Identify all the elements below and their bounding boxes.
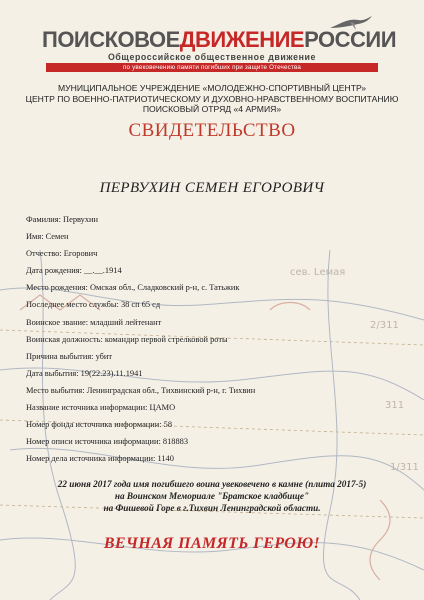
field-birth-place: Место рождения: Омская обл., Сладковский р-н, с. Татьжик [26,283,240,293]
field-source-name: Название источника информации: ЦАМО [26,403,176,413]
document-title: СВИДЕТЕЛЬСТВО [128,120,296,141]
logo-title-part1: ПОИСКОВОЕ [42,27,180,52]
svg-text:1/311: 1/311 [390,462,419,473]
field-first-name: Имя: Семен [26,232,69,242]
logo-title-part3: РОССИИ [304,27,397,52]
field-position: Воинская должность: командир первой стрелковой роты [26,334,228,344]
field-fond-number: Номер фонда источника информации: 58 [26,420,173,430]
logo-title [42,27,397,52]
field-birth-date: Дата рождения: __.__.1914 [26,266,122,276]
logo-tagline: по увековечению памяти погибших при защите Отечества [46,63,378,72]
logo-title-part2: ДВИЖЕНИЕ [179,27,305,52]
memorial-line-1: 22 июня 2017 года имя погибшего воина увековечено в камне (плита 2017-5) [57,479,367,489]
field-death-date: Дата выбытия: 19(22.23).11.1941 [26,368,143,378]
svg-text:2/311: 2/311 [370,320,399,331]
logo-subtitle: Общероссийское общественное движение [107,52,317,62]
field-last-service: Последнее место службы: 38 сп 65 сд [26,300,161,310]
memorial-statement [20,479,404,514]
field-patronymic: Отчество: Егорович [26,249,98,259]
field-death-place: Место выбытия: Ленинградская обл., Тихвинский р-н, г. Тихвин [26,385,256,395]
organization-line-2: ЦЕНТР ПО ВОЕННО-ПАТРИОТИЧЕСКОМУ И ДУХОВНО-НРАВСТВЕННОМУ ВОСПИТАНИЮ [25,93,399,104]
svg-text:311: 311 [385,400,405,411]
field-surname: Фамилия: Первухин [26,215,99,224]
record-fields [26,211,386,467]
eternal-memory-slogan: ВЕЧНАЯ ПАМЯТЬ ГЕРОЮ! [103,535,321,552]
field-delo-number: Номер дела источника информации: 1140 [26,454,174,464]
svg-text:сев. Lемая: сев. Lемая [290,267,346,278]
organization-header [20,83,404,115]
organization-line-3: ПОИСКОВЫЙ ОТРЯД «4 АРМИЯ» [142,104,282,114]
memorial-line-2: на Воинском Мемориале "Братское кладбище" [114,490,310,501]
memorial-line-3: на Фишевой Горе в г.Тихвин Ленинградской области. [103,502,321,513]
field-cause: Причина выбытия: убит [26,351,113,361]
field-opis-number: Номер описи источника информации: 818883 [26,437,189,447]
movement-logo [42,27,397,71]
organization-line-1: МУНИЦИПАЛЬНОЕ УЧРЕЖДЕНИЕ «МОЛОДЕЖНО-СПОРТИВНЫЙ ЦЕНТР» [58,83,366,93]
person-name: ПЕРВУХИН СЕМЕН ЕГОРОВИЧ [99,180,325,196]
field-rank: Воинское звание: младший лейтенант [26,317,162,327]
